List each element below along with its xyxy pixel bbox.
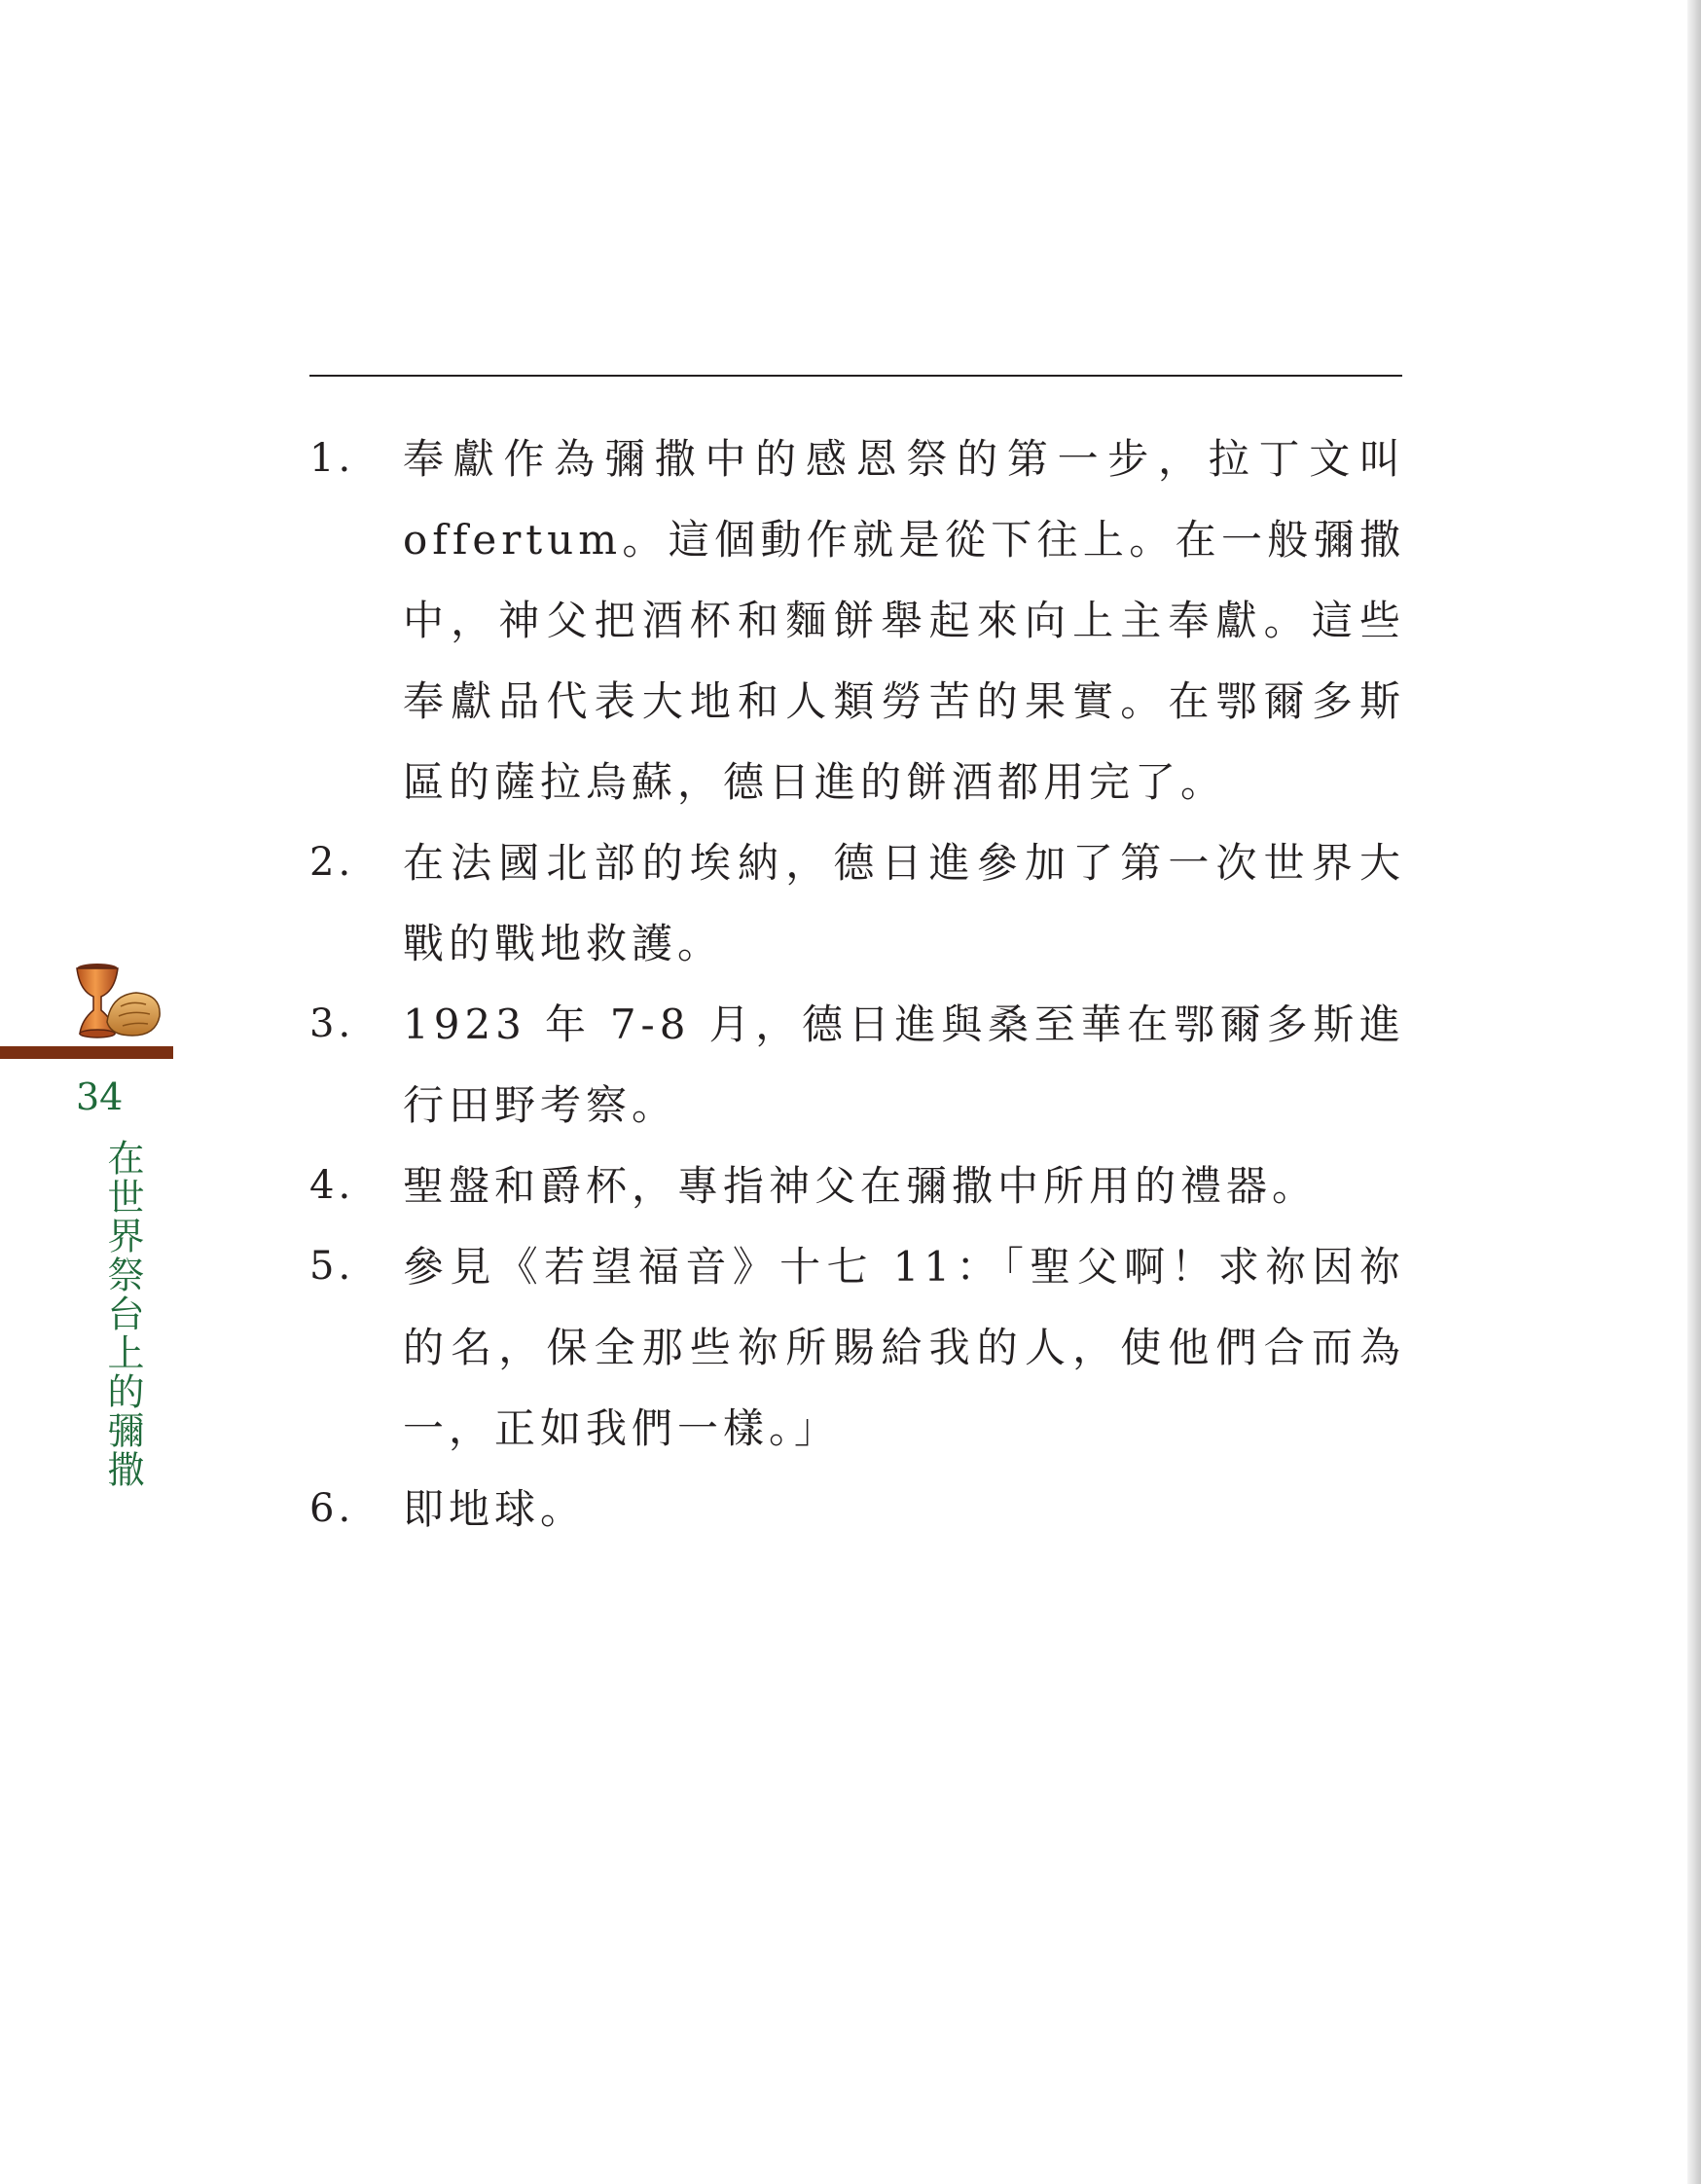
footnote-number: 4.	[309, 1163, 355, 1208]
footnote-text: 在法國北部的埃納，德日進參加了第一次世界大戰的戰地救護。	[403, 839, 1405, 967]
footnote-number: 1.	[309, 436, 355, 481]
footnote-item	[309, 1146, 1405, 1226]
footnote-item	[309, 419, 1405, 822]
footnote-text: 奉獻作為彌撒中的感恩祭的第一步，拉丁文叫offertum。這個動作就是從下往上。在一般彌撒中，神父把酒杯和麵餅舉起來向上主奉獻。這些奉獻品代表大地和人類勞苦的果實。在鄂爾多斯區的薩拉烏蘇，德日進的餅酒都用完了。	[403, 435, 1405, 806]
footnote-number: 2.	[309, 840, 355, 885]
page-edge	[1687, 0, 1701, 2184]
chalice-and-bread-icon	[72, 962, 165, 1041]
footnote-separator-rule	[309, 375, 1402, 377]
margin-accent-bar	[0, 1046, 173, 1059]
footnote-number: 3.	[309, 1001, 355, 1046]
footnote-item	[309, 1469, 1405, 1549]
footnote-number: 5.	[309, 1244, 355, 1289]
footnote-item	[309, 822, 1405, 984]
footnote-list	[309, 419, 1405, 1549]
running-book-title: 在世界祭台上的彌撒	[101, 1139, 144, 1489]
footnote-item	[309, 984, 1405, 1146]
footnote-item	[309, 1226, 1405, 1469]
footnote-text: 1923 年 7-8 月，德日進與桑至華在鄂爾多斯進行田野考察。	[403, 1001, 1405, 1129]
footnote-number: 6.	[309, 1486, 355, 1531]
footnote-text: 參見《若望福音》十七 11：「聖父啊！求祢因祢的名，保全那些祢所賜給我的人，使他們合而為一，正如我們一樣。」	[403, 1243, 1405, 1452]
footnote-text: 即地球。	[403, 1485, 587, 1533]
page-number: 34	[76, 1075, 124, 1118]
footnote-text: 聖盤和爵杯，專指神父在彌撒中所用的禮器。	[403, 1162, 1319, 1210]
